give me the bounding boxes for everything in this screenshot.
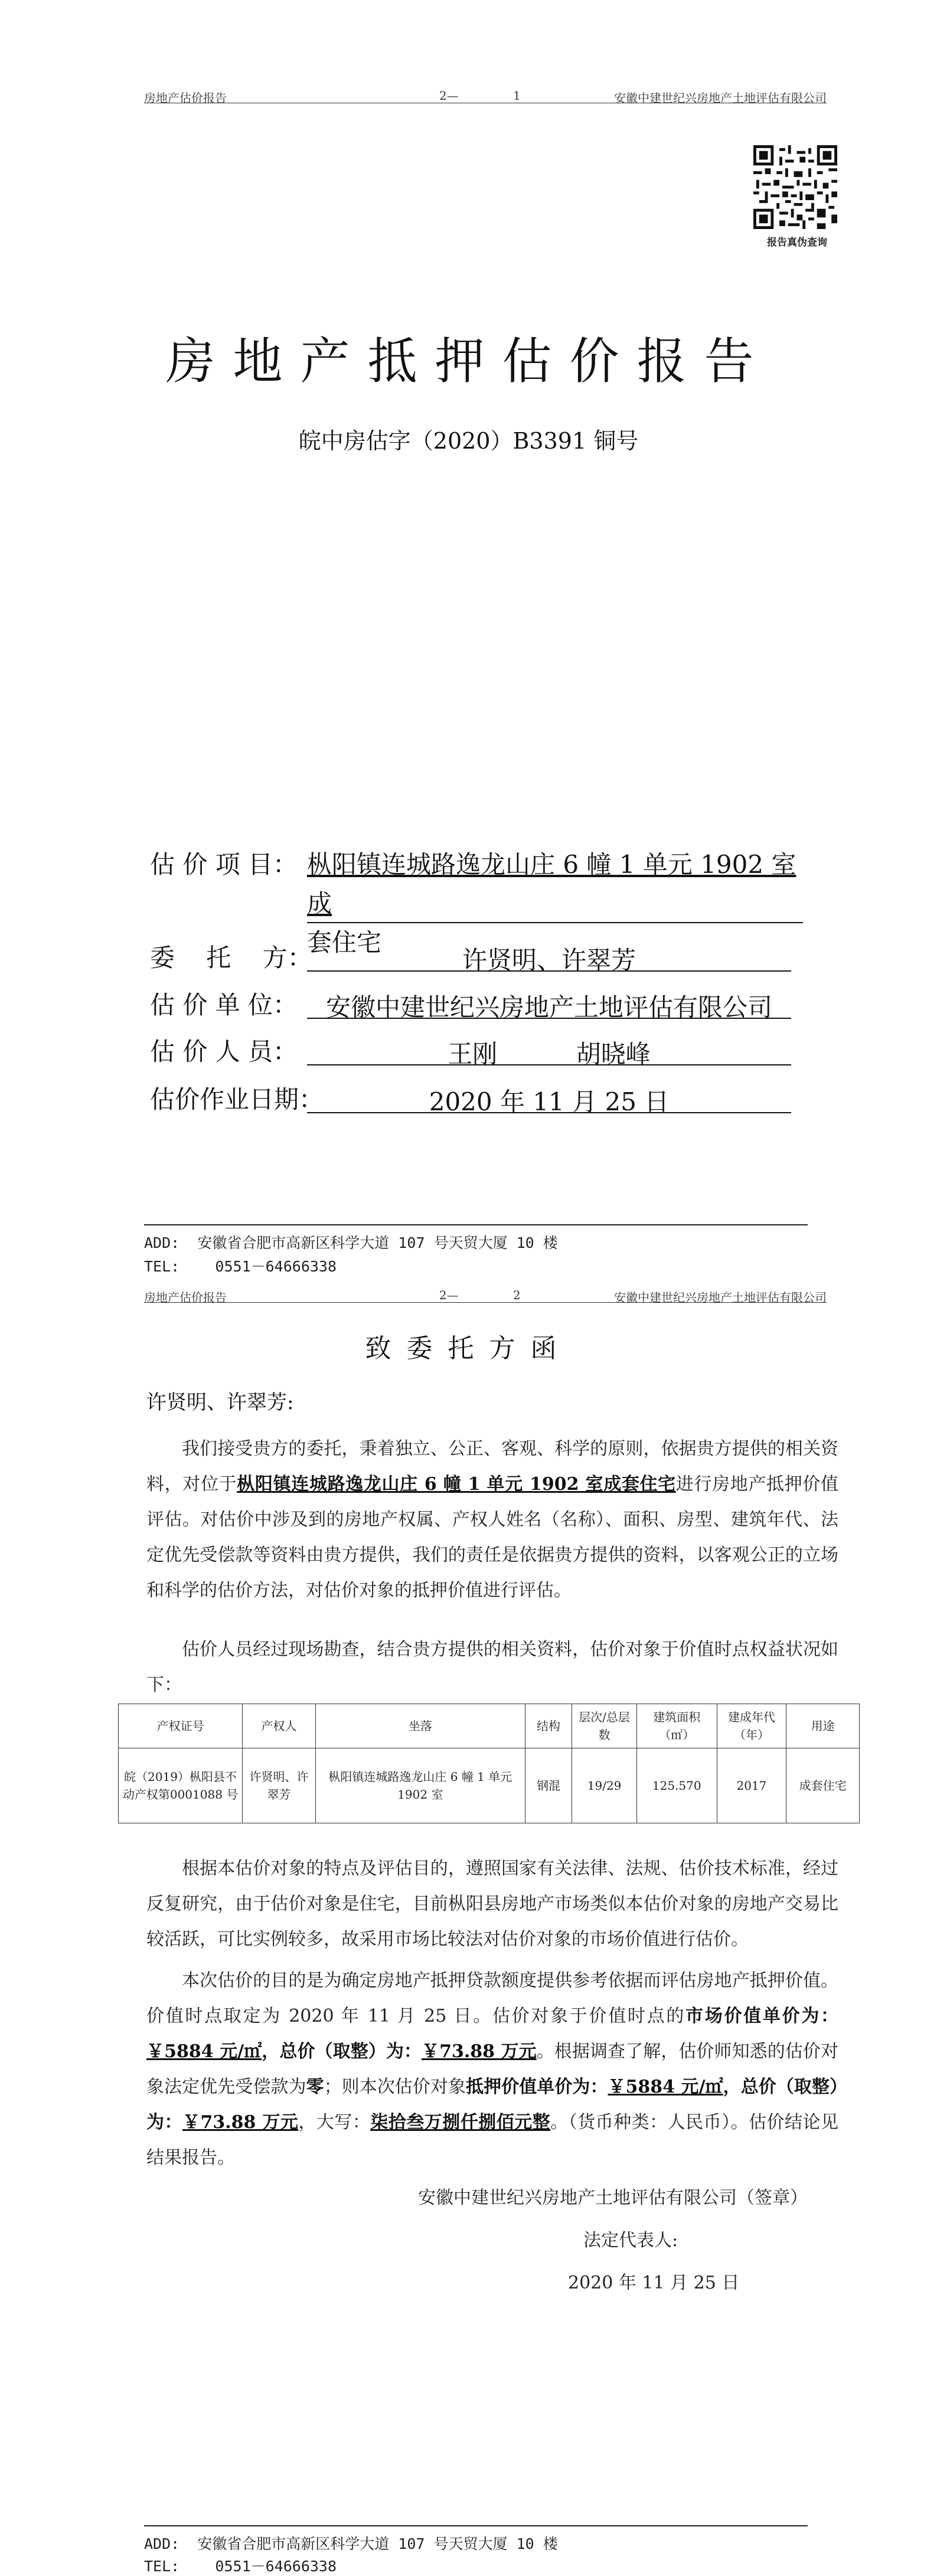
table-cell: 19/29 — [572, 1748, 637, 1823]
table-cell: 2017 — [717, 1748, 786, 1823]
footer-rule — [144, 2525, 808, 2526]
field-value-project: 枞阳镇连城路逸龙山庄 6 幢 1 单元 1902 室成 套住宅 — [307, 850, 796, 957]
footer-telephone: TEL: 0551－64666338 — [144, 1258, 337, 1275]
table-header-cell: 建成年代（年） — [717, 1704, 786, 1748]
field-value-appraisers: 王刚 胡晓峰 — [307, 1035, 791, 1065]
table-row — [119, 1748, 860, 1823]
report-title: 房地产抵押估价报告 — [165, 332, 772, 390]
table-header-cell: 建筑面积（㎡） — [636, 1704, 717, 1748]
header-company: 安徽中建世纪兴房地产土地评估有限公司 — [614, 1290, 827, 1305]
page-header — [144, 1288, 827, 1303]
footer-telephone: TEL: 0551－64666338 — [144, 2558, 337, 2575]
field-label: 委 托 方： — [150, 943, 312, 972]
footer-address: ADD: 安徽省合肥市高新区科学大道 107 号天贸大厦 10 楼 — [144, 2535, 558, 2552]
field-label: 估 价 人 员： — [150, 1037, 298, 1066]
underline — [307, 922, 803, 923]
table-cell: 钢混 — [525, 1748, 572, 1823]
signature-company: 安徽中建世纪兴房地产土地评估有限公司（签章） — [418, 2188, 808, 2208]
header-company: 安徽中建世纪兴房地产土地评估有限公司 — [614, 91, 827, 105]
header-report-type: 房地产估价报告 — [144, 1290, 227, 1305]
table-cell: 皖（2019）枞阳县不动产权第0001088 号 — [119, 1748, 243, 1823]
table-header-cell: 产权人 — [243, 1704, 316, 1748]
field-value-client: 许贤明、许翠芳 — [307, 941, 791, 972]
table-cell: 成套住宅 — [786, 1748, 860, 1823]
property-rights-table — [118, 1704, 860, 1823]
header-page-total: 2— — [439, 1288, 459, 1302]
table-header-cell: 结构 — [525, 1704, 572, 1748]
letter-paragraph-4: 本次估价的目的是为确定房地产抵押贷款额度提供参考依据而评估房地产抵押价值。价值时点取定为 2020 年 11 月 25 日。估价对象于价值时点的市场价值单价为：￥5884 元/㎡，总价（取整）为：￥73.88 万元。根据调查了解，估价师知悉的估价对象法定优先受偿款为零；则本次估价对象抵押价值单价为：￥5884 元/㎡，总价（取整）为：￥73.88 万元，大写：柒拾叁万捌仟捌佰元整。（货币种类：人民币）。估价结论见结果报告。 — [146, 1970, 839, 2168]
signature-date: 2020 年 11 月 25 日 — [568, 2273, 740, 2293]
field-label: 估价作业日期： — [150, 1085, 324, 1114]
table-header-cell: 用途 — [786, 1704, 860, 1748]
field-label: 估 价 项 目： — [150, 850, 298, 879]
letter-paragraph-1: 我们接受贵方的委托，秉着独立、公正、客观、科学的原则，依据贵方提供的相关资料，对位于枞阳镇连城路逸龙山庄 6 幢 1 单元 1902 室成套住宅进行房地产抵押价值评估。对估价中涉及到的房地产权属、产权人姓名（名称）、面积、房型、建筑年代、法定优先受偿款等资料由贵方提供，我们的责任是依据贵方提供的资料，以客观公正的立场和科学的估价方法，对估价对象的抵押价值进行评估。 — [146, 1439, 839, 1601]
table-header-cell: 层次/总层数 — [572, 1704, 637, 1748]
report-cover-page — [0, 0, 937, 1282]
field-label: 估 价 单 位： — [150, 990, 298, 1019]
letter-paragraph-2: 估价人员经过现场勘查，结合贵方提供的相关资料，估价对象于价值时点权益状况如下： — [146, 1639, 838, 1695]
table-header-cell: 坐落 — [315, 1704, 525, 1748]
table-header-cell: 产权证号 — [119, 1704, 243, 1748]
letter-paragraph-3: 根据本估价对象的特点及评估目的，遵照国家有关法律、法规、估价技术标准，经过反复研究，由于估价对象是住宅，目前枞阳县房地产市场类似本估价对象的房地产交易比较活跃，可比实例较多，故采用市场比较法对估价对象的市场价值进行估价。 — [146, 1858, 838, 1950]
header-report-type: 房地产估价报告 — [144, 91, 227, 105]
table-cell: 许贤明、许翠芳 — [243, 1748, 316, 1823]
header-page-number: 1 — [513, 89, 521, 103]
letter-title: 致委托方函 — [365, 1333, 572, 1364]
header-page-total: 2— — [439, 89, 459, 103]
table-cell: 枞阳镇连城路逸龙山庄 6 幢 1 单元 1902 室 — [315, 1748, 525, 1823]
signature-legal-representative: 法定代表人: — [583, 2230, 678, 2251]
qr-code-icon[interactable] — [753, 145, 837, 229]
field-value-date: 2020 年 11 月 25 日 — [307, 1083, 791, 1113]
letter-salutation: 许贤明、许翠芳: — [146, 1391, 294, 1414]
footer-rule — [144, 1224, 808, 1225]
table-cell: 125.570 — [636, 1748, 717, 1823]
field-value-unit: 安徽中建世纪兴房地产土地评估有限公司 — [307, 988, 791, 1019]
page-header — [144, 89, 827, 103]
header-page-number: 2 — [513, 1288, 521, 1302]
table-header-row — [119, 1704, 860, 1748]
report-number: 皖中房估字（2020）B3391 铜号 — [298, 428, 639, 454]
footer-address: ADD: 安徽省合肥市高新区科学大道 107 号天贸大厦 10 楼 — [144, 1234, 558, 1251]
qr-caption: 报告真伪查询 — [767, 237, 827, 249]
